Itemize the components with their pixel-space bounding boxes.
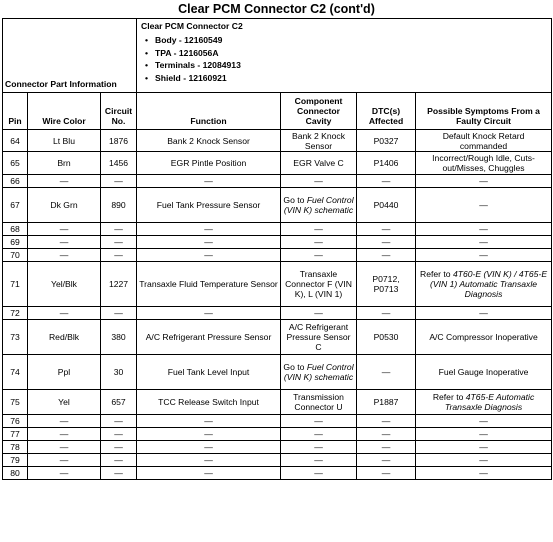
col-header-circuit: Circuit No. bbox=[101, 93, 137, 130]
cell-pin: 74 bbox=[3, 355, 28, 390]
cell-cavity: — bbox=[281, 223, 357, 236]
table-row bbox=[3, 130, 552, 152]
cell-symptoms bbox=[416, 262, 552, 307]
cell-function: Bank 2 Knock Sensor bbox=[137, 130, 281, 152]
cell-dtc: — bbox=[357, 307, 416, 320]
cell-symptoms: Default Knock Retard commanded bbox=[416, 130, 552, 152]
col-header-symptoms: Possible Symptoms From a Faulty Circuit bbox=[416, 93, 552, 130]
col-header-pin: Pin bbox=[3, 93, 28, 130]
cell-dtc: — bbox=[357, 428, 416, 441]
part-info-details bbox=[137, 19, 552, 93]
cell-cavity: — bbox=[281, 415, 357, 428]
cell-function: — bbox=[137, 307, 281, 320]
cell-circuit: — bbox=[101, 236, 137, 249]
cell-dtc: — bbox=[357, 355, 416, 390]
col-header-cavity: Component Connector Cavity bbox=[281, 93, 357, 130]
cell-wire-color: — bbox=[28, 175, 101, 188]
part-info-list bbox=[141, 34, 547, 84]
cell-symptoms-reference: 4T65-E Automatic Transaxle Diagnosis bbox=[444, 392, 535, 412]
cell-symptoms: — bbox=[416, 454, 552, 467]
part-info-label: Connector Part Information bbox=[3, 19, 137, 93]
cell-dtc: — bbox=[357, 236, 416, 249]
cell-circuit: 890 bbox=[101, 188, 137, 223]
cell-function: — bbox=[137, 249, 281, 262]
cell-circuit: 1227 bbox=[101, 262, 137, 307]
table-row bbox=[3, 441, 552, 454]
cell-pin: 80 bbox=[3, 467, 28, 480]
cell-function: — bbox=[137, 467, 281, 480]
cell-pin: 78 bbox=[3, 441, 28, 454]
table-row bbox=[3, 188, 552, 223]
cell-pin: 76 bbox=[3, 415, 28, 428]
cell-cavity: — bbox=[281, 175, 357, 188]
cell-wire-color: Yel/Blk bbox=[28, 262, 101, 307]
cell-wire-color: Ppl bbox=[28, 355, 101, 390]
cell-pin: 79 bbox=[3, 454, 28, 467]
cell-symptoms: — bbox=[416, 175, 552, 188]
cell-pin: 67 bbox=[3, 188, 28, 223]
cell-symptoms: — bbox=[416, 307, 552, 320]
cell-symptoms: — bbox=[416, 415, 552, 428]
table-row bbox=[3, 320, 552, 355]
cell-pin: 73 bbox=[3, 320, 28, 355]
cell-symptoms: A/C Compressor Inoperative bbox=[416, 320, 552, 355]
table-row bbox=[3, 390, 552, 415]
part-info-item: • TPA - 1216056A bbox=[155, 47, 547, 60]
cell-wire-color: — bbox=[28, 415, 101, 428]
cell-circuit: — bbox=[101, 467, 137, 480]
table-row bbox=[3, 262, 552, 307]
part-info-item: • Body - 12160549 bbox=[155, 34, 547, 47]
cell-symptoms-prefix: Refer to bbox=[420, 269, 453, 279]
cell-circuit: — bbox=[101, 415, 137, 428]
cell-wire-color: — bbox=[28, 249, 101, 262]
cell-circuit: — bbox=[101, 307, 137, 320]
cell-pin: 71 bbox=[3, 262, 28, 307]
cell-function: — bbox=[137, 175, 281, 188]
cell-circuit: 380 bbox=[101, 320, 137, 355]
cell-wire-color: — bbox=[28, 441, 101, 454]
cell-symptoms: — bbox=[416, 467, 552, 480]
table-row bbox=[3, 249, 552, 262]
table-row bbox=[3, 152, 552, 175]
page-title: Clear PCM Connector C2 (cont'd) bbox=[178, 2, 375, 16]
cell-dtc: P0712, P0713 bbox=[357, 262, 416, 307]
cell-cavity bbox=[281, 355, 357, 390]
cell-cavity: Transmission Connector U bbox=[281, 390, 357, 415]
cell-symptoms-reference: 4T60-E (VIN K) / 4T65-E (VIN 1) Automatic Transaxle Diagnosis bbox=[430, 269, 548, 299]
cell-wire-color: Yel bbox=[28, 390, 101, 415]
cell-circuit: — bbox=[101, 454, 137, 467]
cell-function: Fuel Tank Pressure Sensor bbox=[137, 188, 281, 223]
cell-cavity: EGR Valve C bbox=[281, 152, 357, 175]
cell-function: Fuel Tank Level Input bbox=[137, 355, 281, 390]
cell-wire-color: — bbox=[28, 428, 101, 441]
cell-cavity: — bbox=[281, 467, 357, 480]
cell-circuit: 1876 bbox=[101, 130, 137, 152]
table-row bbox=[3, 355, 552, 390]
cell-symptoms: Incorrect/Rough Idle, Cuts-out/Misses, Chuggles bbox=[416, 152, 552, 175]
cell-wire-color: Brn bbox=[28, 152, 101, 175]
cell-cavity-reference: Fuel Control (VIN K) schematic bbox=[283, 195, 354, 215]
col-header-wire-color: Wire Color bbox=[28, 93, 101, 130]
cell-dtc: — bbox=[357, 454, 416, 467]
cell-wire-color: — bbox=[28, 467, 101, 480]
cell-dtc: — bbox=[357, 467, 416, 480]
table-row bbox=[3, 175, 552, 188]
column-header-row bbox=[3, 93, 552, 130]
cell-pin: 64 bbox=[3, 130, 28, 152]
cell-circuit: — bbox=[101, 175, 137, 188]
cell-symptoms: — bbox=[416, 441, 552, 454]
cell-dtc: — bbox=[357, 249, 416, 262]
cell-symptoms: — bbox=[416, 428, 552, 441]
cell-dtc: P1887 bbox=[357, 390, 416, 415]
cell-dtc: P0327 bbox=[357, 130, 416, 152]
cell-dtc: P0530 bbox=[357, 320, 416, 355]
cell-circuit: — bbox=[101, 249, 137, 262]
cell-pin: 77 bbox=[3, 428, 28, 441]
cell-symptoms: — bbox=[416, 223, 552, 236]
cell-circuit: — bbox=[101, 441, 137, 454]
cell-symptoms: — bbox=[416, 188, 552, 223]
cell-wire-color: Red/Blk bbox=[28, 320, 101, 355]
cell-dtc: — bbox=[357, 223, 416, 236]
table-row bbox=[3, 307, 552, 320]
cell-cavity: — bbox=[281, 428, 357, 441]
cell-dtc: — bbox=[357, 441, 416, 454]
cell-wire-color: — bbox=[28, 307, 101, 320]
cell-function: Transaxle Fluid Temperature Sensor bbox=[137, 262, 281, 307]
connector-table bbox=[2, 18, 552, 480]
cell-circuit: — bbox=[101, 223, 137, 236]
cell-pin: 68 bbox=[3, 223, 28, 236]
cell-function: — bbox=[137, 454, 281, 467]
table-row bbox=[3, 428, 552, 441]
cell-function: — bbox=[137, 428, 281, 441]
cell-function: EGR Pintle Position bbox=[137, 152, 281, 175]
cell-function: — bbox=[137, 441, 281, 454]
part-info-item: • Shield - 12160921 bbox=[155, 72, 547, 85]
cell-pin: 75 bbox=[3, 390, 28, 415]
cell-function: — bbox=[137, 415, 281, 428]
cell-pin: 70 bbox=[3, 249, 28, 262]
cell-dtc: P0440 bbox=[357, 188, 416, 223]
cell-cavity-prefix: Go to bbox=[283, 195, 307, 205]
cell-function: TCC Release Switch Input bbox=[137, 390, 281, 415]
part-info-heading: Clear PCM Connector C2 bbox=[141, 21, 243, 31]
table-row bbox=[3, 454, 552, 467]
cell-wire-color: Dk Grn bbox=[28, 188, 101, 223]
cell-circuit: 657 bbox=[101, 390, 137, 415]
cell-cavity: — bbox=[281, 307, 357, 320]
col-header-dtc: DTC(s) Affected bbox=[357, 93, 416, 130]
cell-cavity-reference: Fuel Control (VIN K) schematic bbox=[283, 362, 354, 382]
cell-cavity: — bbox=[281, 249, 357, 262]
cell-cavity: — bbox=[281, 236, 357, 249]
cell-cavity-prefix: Go to bbox=[283, 362, 307, 372]
table-row bbox=[3, 236, 552, 249]
table-row bbox=[3, 467, 552, 480]
cell-circuit: 30 bbox=[101, 355, 137, 390]
cell-symptoms: — bbox=[416, 236, 552, 249]
cell-pin: 69 bbox=[3, 236, 28, 249]
cell-function: — bbox=[137, 223, 281, 236]
cell-dtc: — bbox=[357, 175, 416, 188]
cell-symptoms-prefix: Refer to bbox=[432, 392, 466, 402]
cell-wire-color: — bbox=[28, 454, 101, 467]
part-info-row bbox=[3, 19, 552, 93]
cell-wire-color: — bbox=[28, 236, 101, 249]
table-row bbox=[3, 415, 552, 428]
cell-wire-color: — bbox=[28, 223, 101, 236]
cell-symptoms: Fuel Gauge Inoperative bbox=[416, 355, 552, 390]
cell-symptoms bbox=[416, 390, 552, 415]
cell-circuit: 1456 bbox=[101, 152, 137, 175]
col-header-function: Function bbox=[137, 93, 281, 130]
cell-cavity: A/C Refrigerant Pressure Sensor C bbox=[281, 320, 357, 355]
cell-cavity bbox=[281, 188, 357, 223]
cell-wire-color: Lt Blu bbox=[28, 130, 101, 152]
cell-symptoms: — bbox=[416, 249, 552, 262]
cell-circuit: — bbox=[101, 428, 137, 441]
cell-cavity: — bbox=[281, 454, 357, 467]
cell-cavity: Bank 2 Knock Sensor bbox=[281, 130, 357, 152]
cell-pin: 65 bbox=[3, 152, 28, 175]
cell-function: — bbox=[137, 236, 281, 249]
cell-pin: 66 bbox=[3, 175, 28, 188]
cell-dtc: P1406 bbox=[357, 152, 416, 175]
cell-cavity: Transaxle Connector F (VIN K), L (VIN 1) bbox=[281, 262, 357, 307]
table-row bbox=[3, 223, 552, 236]
cell-pin: 72 bbox=[3, 307, 28, 320]
cell-cavity: — bbox=[281, 441, 357, 454]
part-info-item: • Terminals - 12084913 bbox=[155, 59, 547, 72]
cell-function: A/C Refrigerant Pressure Sensor bbox=[137, 320, 281, 355]
cell-dtc: — bbox=[357, 415, 416, 428]
